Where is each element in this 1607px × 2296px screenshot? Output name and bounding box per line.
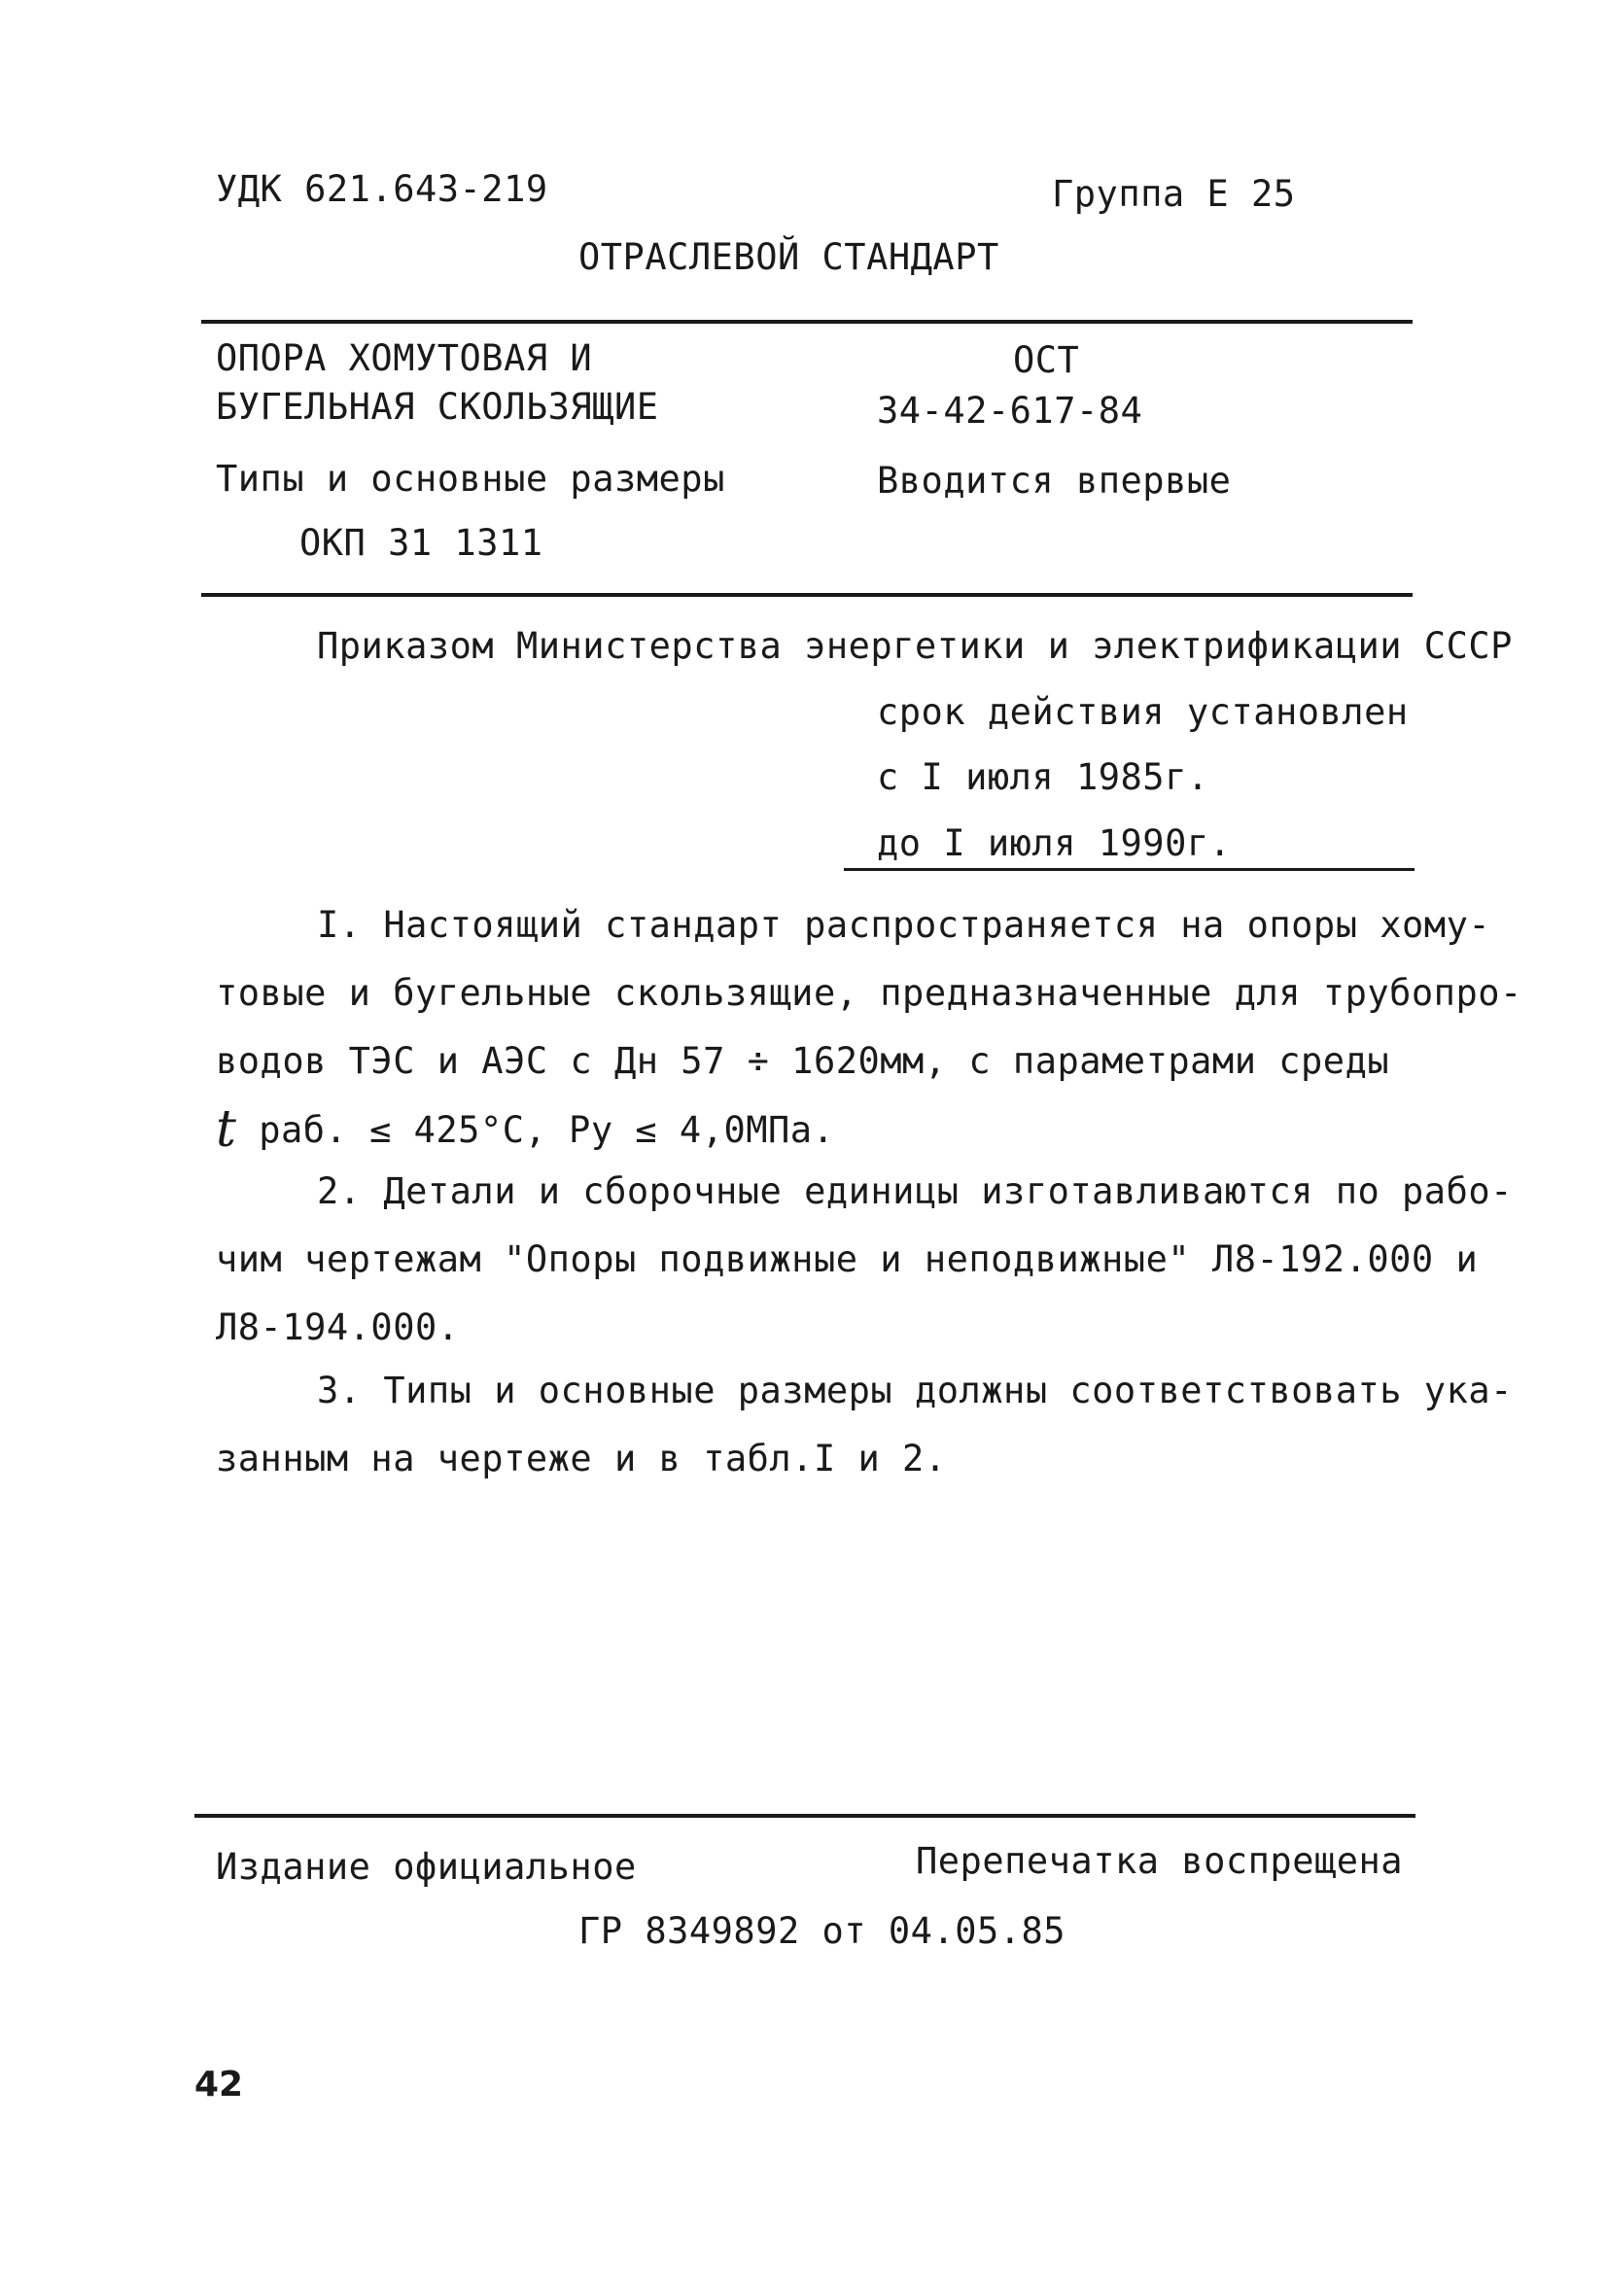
edition-note: Издание официальное (216, 1846, 637, 1888)
clause-2-line-2: чим чертежам "Опоры подвижные и неподвижные" Л8-192.000 и (216, 1238, 1479, 1280)
clause-3 (216, 1357, 1513, 1493)
order-line-3: с I июля 1985г. (877, 756, 1209, 798)
registration-number: ГР 8349892 от 04.05.85 (578, 1910, 1066, 1952)
title-subtitle: Типы и основные размеры (216, 458, 725, 500)
standard-type-heading: ОТРАСЛЕВОЙ СТАНДАРТ (578, 236, 999, 278)
clause-1-line-4-text: раб. ≤ 425°C, Py ≤ 4,0МПа. (259, 1109, 835, 1151)
temperature-symbol: t (216, 1100, 237, 1159)
clause-1-line-2: товые и бугельные скользящие, предназначенные для трубопро- (216, 972, 1522, 1014)
clause-3-line-2: занным на чертеже и в табл.I и 2. (216, 1438, 947, 1479)
clause-2-line-1: 2. Детали и сборочные единицы изготавливаются по рабо- (317, 1170, 1513, 1212)
ost-number: 34-42-617-84 (877, 390, 1143, 432)
title-rule (201, 593, 1413, 597)
clause-2 (216, 1158, 1513, 1362)
clause-3-line-1: 3. Типы и основные размеры должны соответствовать ука- (317, 1370, 1513, 1411)
clause-1-line-4 (216, 1096, 1522, 1165)
udk-code: УДК 621.643-219 (216, 168, 548, 210)
footer-rule (194, 1814, 1415, 1818)
okp-code: ОКП 31 1311 (299, 522, 543, 564)
ost-label: ОСТ (1013, 339, 1080, 381)
clause-1-line-1: I. Настоящий стандарт распространяется на опоры хому- (317, 904, 1491, 946)
status-note: Вводится впервые (877, 460, 1232, 502)
clause-1-line-3: водов ТЭС и АЭС с Дн 57 ÷ 1620мм, с параметрами среды (216, 1040, 1390, 1082)
clause-1 (216, 891, 1522, 1165)
order-line-4: до I июля 1990г. (877, 822, 1232, 864)
reprint-note: Перепечатка воспрещена (916, 1840, 1404, 1882)
validity-rule (844, 868, 1415, 871)
page-number: 42 (194, 2065, 244, 2105)
title-line-1: ОПОРА ХОМУТОВАЯ И (216, 337, 593, 379)
top-rule (201, 320, 1413, 324)
title-line-2: БУГЕЛЬНАЯ СКОЛЬЗЯЩИЕ (216, 386, 659, 428)
order-line-2: срок действия установлен (877, 691, 1409, 733)
clause-2-line-3: Л8-194.000. (216, 1306, 460, 1348)
order-line-1: Приказом Министерства энергетики и электрификации СССР (317, 625, 1513, 667)
group-code: Группа Е 25 (1052, 173, 1296, 215)
